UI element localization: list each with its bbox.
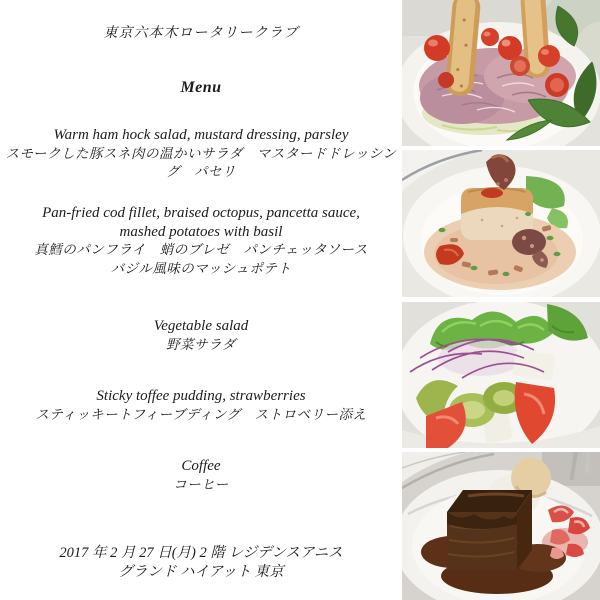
club-title: 東京六本木ロータリークラブ	[103, 26, 299, 41]
course-line-ja: バジル風味のマッシュポテト	[110, 260, 292, 276]
menu-heading: Menu	[180, 79, 222, 96]
course-line-en: Pan-fried cod fillet, braised octopus, pancetta sauce,	[42, 205, 360, 221]
course-line-en: Sticky toffee pudding, strawberries	[96, 388, 306, 404]
course-coffee	[0, 457, 402, 494]
course-line-ja: 野菜サラダ	[166, 336, 236, 352]
photo-cod-fillet	[402, 150, 600, 297]
event-venue-line: グランド ハイアット 東京	[118, 563, 284, 580]
course-line-ja: スモークした豚スネ肉の温かいサラダ マスタードドレッシング パセリ	[5, 145, 397, 179]
cod-fillet-illustration	[402, 150, 600, 297]
toffee-pudding-illustration	[402, 452, 600, 600]
course-line-ja: コーヒー	[173, 476, 229, 492]
event-date-line: 2017 年 2 月 27 日(月) 2 階 レジデンスアニス	[59, 545, 343, 561]
course-line-en: Warm ham hock salad, mustard dressing, parsley	[53, 127, 349, 143]
course-line-en: Coffee	[181, 458, 221, 474]
course-line-ja: 真鱈のパンフライ 蛸のブレゼ パンチェッタソース	[34, 242, 368, 257]
course-ham-hock-salad	[0, 126, 402, 182]
course-line-en: mashed potatoes with basil	[119, 223, 283, 240]
course-line-en: Vegetable salad	[153, 318, 249, 334]
course-toffee-pudding	[0, 387, 402, 424]
course-cod-fillet	[0, 204, 402, 278]
photo-toffee-pudding	[402, 452, 600, 600]
ham-hock-salad-illustration	[402, 0, 600, 146]
photo-vegetable-salad	[402, 302, 600, 448]
vegetable-salad-illustration	[402, 302, 600, 448]
photo-ham-hock-salad	[402, 0, 600, 146]
course-line-ja: スティッキートフィーブディング ストロベリー添え	[35, 406, 367, 422]
course-vegetable-salad	[0, 317, 402, 354]
event-date-venue	[0, 544, 402, 581]
